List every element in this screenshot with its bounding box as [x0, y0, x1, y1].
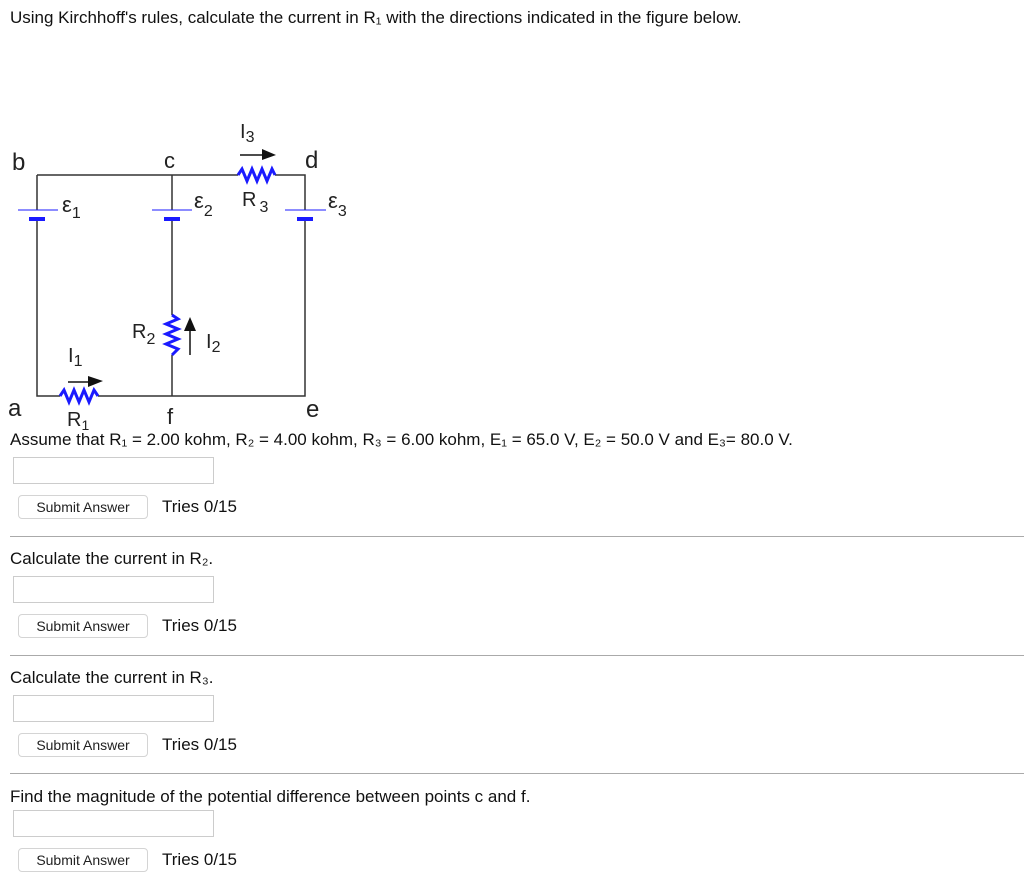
divider — [10, 773, 1024, 774]
circuit-diagram — [0, 60, 380, 433]
tries-counter-2: Tries 0/15 — [162, 616, 237, 635]
submit-answer-button-2[interactable]: Submit Answer — [18, 614, 148, 638]
node-c: c — [164, 148, 175, 173]
submit-answer-button-3[interactable]: Submit Answer — [18, 733, 148, 757]
node-a: a — [8, 395, 22, 422]
tries-counter-3: Tries 0/15 — [162, 735, 237, 754]
arrow-i2 — [184, 317, 196, 355]
answer-input-3[interactable] — [13, 695, 214, 722]
node-b: b — [12, 149, 26, 176]
node-f: f — [167, 404, 174, 429]
battery-e1 — [18, 210, 58, 221]
label-i3: $I_3$ — [240, 121, 255, 146]
label-i1: $I_1$ — [68, 345, 83, 370]
label-e1: $\varepsilon_1$ — [62, 192, 81, 222]
question-3-text: Calculate the current in R₃. — [10, 668, 214, 687]
node-d: d — [305, 147, 319, 174]
label-e2: $\varepsilon_2$ — [194, 188, 213, 220]
resistor-r1 — [60, 390, 98, 402]
resistor-r2 — [166, 315, 178, 355]
submit-answer-button-4[interactable]: Submit Answer — [18, 848, 148, 872]
divider — [10, 655, 1024, 656]
label-i2: $I_2$ — [206, 331, 221, 356]
question-2-text: Calculate the current in R₂. — [10, 549, 214, 568]
submit-answer-button-1[interactable]: Submit Answer — [18, 495, 148, 519]
battery-e3 — [285, 210, 326, 221]
label-r1: $R_1$ — [67, 409, 90, 433]
label-r3: R $_3$ — [242, 189, 269, 216]
arrow-i1 — [68, 376, 103, 387]
answer-input-1[interactable] — [13, 457, 214, 484]
answer-input-4[interactable] — [13, 810, 214, 837]
arrow-i3 — [240, 149, 276, 160]
resistor-r3 — [238, 169, 275, 181]
assumptions-text: Assume that R₁ = 2.00 kohm, R₂ = 4.00 kohm, R₃ = 6.00 kohm, E₁ = 65.0 V, E₂ = 50.0 V and E₃= 80.0 V. — [10, 430, 793, 449]
tries-counter-4: Tries 0/15 — [162, 850, 237, 869]
divider — [10, 536, 1024, 537]
label-e3: $\varepsilon_3$ — [328, 188, 347, 220]
question-4-text: Find the magnitude of the potential difference between points c and f. — [10, 787, 531, 806]
answer-input-2[interactable] — [13, 576, 214, 603]
battery-e2 — [152, 210, 192, 221]
tries-counter-1: Tries 0/15 — [162, 497, 237, 516]
node-e: e — [306, 396, 320, 423]
label-r2: $R_2$ — [132, 321, 156, 348]
question-title: Using Kirchhoff's rules, calculate the current in R₁ with the directions indicated in the figure below. — [10, 8, 742, 27]
